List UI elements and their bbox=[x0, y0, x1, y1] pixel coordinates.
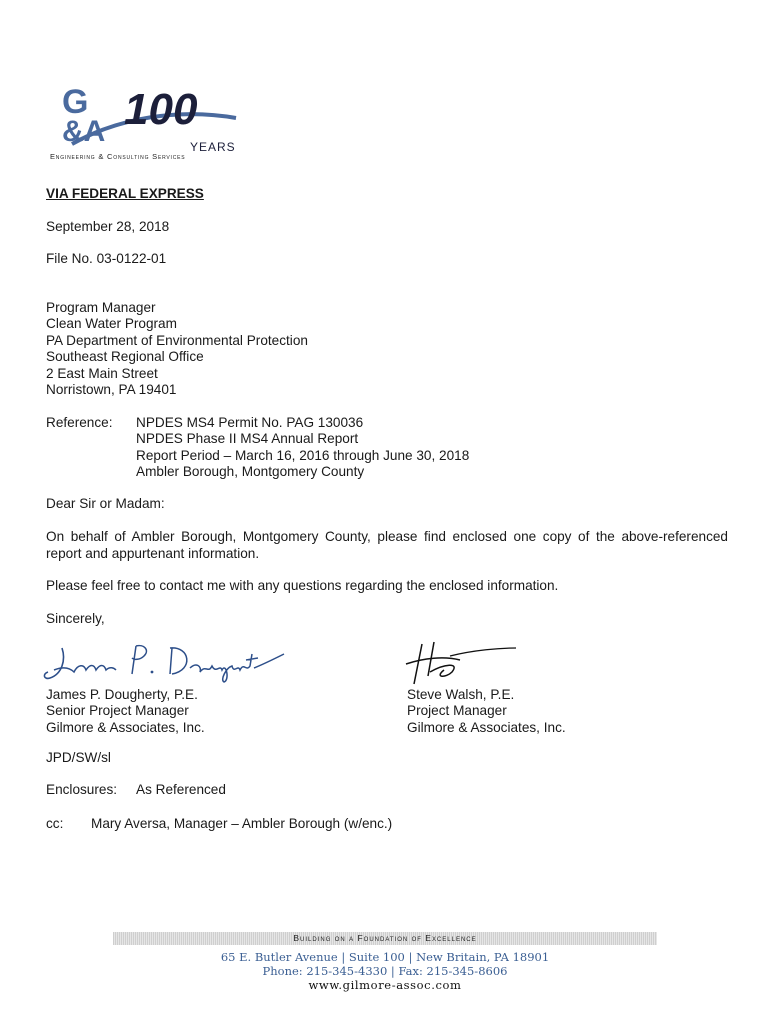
signature-dougherty bbox=[40, 640, 285, 689]
footer-phone: Phone: 215-345-4330 | Fax: 215-345-8606 bbox=[262, 964, 508, 978]
logo-amp: &A bbox=[62, 115, 106, 148]
recipient-line: Norristown, PA 19401 bbox=[46, 382, 177, 398]
footer-website[interactable]: www.gilmore-assoc.com bbox=[308, 978, 462, 992]
letter-date: September 28, 2018 bbox=[46, 219, 170, 234]
signature-walsh bbox=[404, 640, 519, 691]
initials: JPD/SW/sl bbox=[46, 750, 111, 765]
company-logo bbox=[50, 78, 240, 162]
footer-address: 65 E. Butler Avenue | Suite 100 | New Britain, PA 18901 bbox=[220, 950, 550, 964]
handwritten-signature bbox=[404, 640, 519, 688]
reference-label: Reference: bbox=[46, 415, 113, 430]
signatory-title: Senior Project Manager bbox=[46, 703, 189, 719]
reference-line: NPDES MS4 Permit No. PAG 130036 bbox=[136, 415, 364, 430]
signatory-block bbox=[407, 687, 566, 736]
handwritten-signature bbox=[40, 640, 285, 686]
enclosures-value: As Referenced bbox=[136, 782, 226, 797]
reference-line: NPDES Phase II MS4 Annual Report bbox=[136, 431, 359, 447]
delivery-method: VIA FEDERAL EXPRESS bbox=[46, 186, 204, 201]
enclosures-label: Enclosures: bbox=[46, 782, 118, 797]
logo-letters: G bbox=[62, 83, 89, 121]
footer-motto: Building on a Foundation of Excellence bbox=[113, 932, 657, 945]
cc-label: cc: bbox=[46, 816, 64, 831]
file-number: File No. 03-0122-01 bbox=[46, 251, 167, 266]
signatory-name: James P. Dougherty, P.E. bbox=[46, 687, 198, 702]
reference-line: Report Period – March 16, 2016 through June 30, 2018 bbox=[136, 447, 470, 463]
recipient-line: Clean Water Program bbox=[46, 316, 177, 332]
salutation: Dear Sir or Madam: bbox=[46, 496, 165, 511]
recipient-line: 2 East Main Street bbox=[46, 365, 158, 381]
recipient-line: Southeast Regional Office bbox=[46, 349, 204, 365]
signatory-name: Steve Walsh, P.E. bbox=[407, 687, 515, 702]
logo-years: YEARS bbox=[190, 140, 236, 154]
signatory-company: Gilmore & Associates, Inc. bbox=[46, 719, 205, 735]
logo-graphic bbox=[58, 78, 240, 162]
recipient-address bbox=[46, 300, 308, 398]
closing: Sincerely, bbox=[46, 611, 105, 626]
recipient-line: PA Department of Environmental Protection bbox=[46, 332, 308, 348]
reference-lines bbox=[136, 415, 469, 481]
cc-value: Mary Aversa, Manager – Ambler Borough (w/enc.) bbox=[91, 816, 393, 831]
logo-tagline: Engineering & Consulting Services bbox=[50, 152, 186, 161]
signatory-title: Project Manager bbox=[407, 703, 507, 719]
logo-number: 100 bbox=[124, 85, 198, 134]
body-paragraph: On behalf of Ambler Borough, Montgomery County, please find enclosed one copy of the above-referenced report and appurtenant information. bbox=[46, 529, 728, 561]
body-paragraph: Please feel free to contact me with any questions regarding the enclosed information. bbox=[46, 578, 559, 593]
signatory-block bbox=[46, 687, 205, 736]
signatory-company: Gilmore & Associates, Inc. bbox=[407, 719, 566, 735]
recipient-line: Program Manager bbox=[46, 300, 156, 315]
reference-line: Ambler Borough, Montgomery County bbox=[136, 464, 365, 480]
